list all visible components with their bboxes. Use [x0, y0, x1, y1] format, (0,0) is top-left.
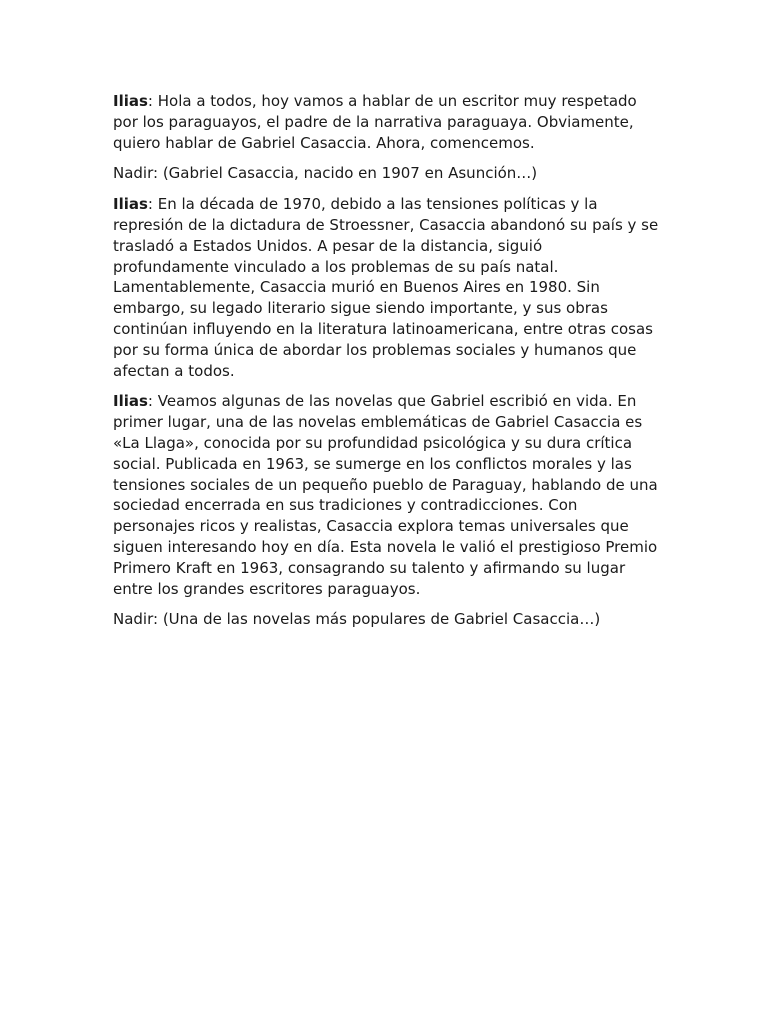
speaker-name: Ilias	[113, 195, 148, 214]
paragraph-text: Nadir: (Gabriel Casaccia, nacido en 1907 en Asunción…)	[113, 164, 538, 183]
paragraph-text: : Hola a todos, hoy vamos a hablar de un escritor muy respetado por los paraguayos, el padre de la narrativa paraguaya. Obviamente, quiero hablar de Gabriel Casaccia. Ahora, comencemos.	[113, 92, 637, 152]
document-body	[113, 91, 661, 640]
speaker-name: Ilias	[113, 392, 148, 411]
paragraph-ilias-novels	[113, 391, 661, 599]
paragraph-text: Nadir: (Una de las novelas más populares de Gabriel Casaccia…)	[113, 610, 601, 629]
paragraph-ilias-intro	[113, 91, 661, 153]
paragraph-text: : En la década de 1970, debido a las tensiones políticas y la represión de la dictadura de Stroessner, Casaccia abandonó su país y se trasladó a Estados Unidos. A pesar de la distancia, siguió profundamente vinculado a los problemas de su país natal. Lamentablemente, Casaccia murió en Buenos Aires en 1980. Sin embargo, su legado literario sigue siendo importante, y sus obras continúan influyendo en la literatura latinoamericana, entre otras cosas por su forma única de abordar los problemas sociales y humanos que afectan a todos.	[113, 195, 659, 380]
paragraph-text: : Veamos algunas de las novelas que Gabriel escribió en vida. En primer lugar, una de las novelas emblemáticas de Gabriel Casaccia es «La Llaga», conocida por su profundidad psicológica y su dura crítica social. Publicada en 1963, se sumerge en los conflictos morales y las tensiones sociales de un pequeño pueblo de Paraguay, hablando de una sociedad encerrada en sus tradiciones y contradicciones. Con personajes ricos y realistas, Casaccia explora temas universales que siguen interesando hoy en día. Esta novela le valió el prestigioso Premio Primero Kraft en 1963, consagrando su talento y afirmando su lugar entre los grandes escritores paraguayos.	[113, 392, 658, 598]
paragraph-ilias-exile	[113, 194, 661, 381]
speaker-name: Ilias	[113, 92, 148, 110]
paragraph-nadir-popular	[113, 609, 661, 630]
paragraph-nadir-birth	[113, 163, 661, 184]
